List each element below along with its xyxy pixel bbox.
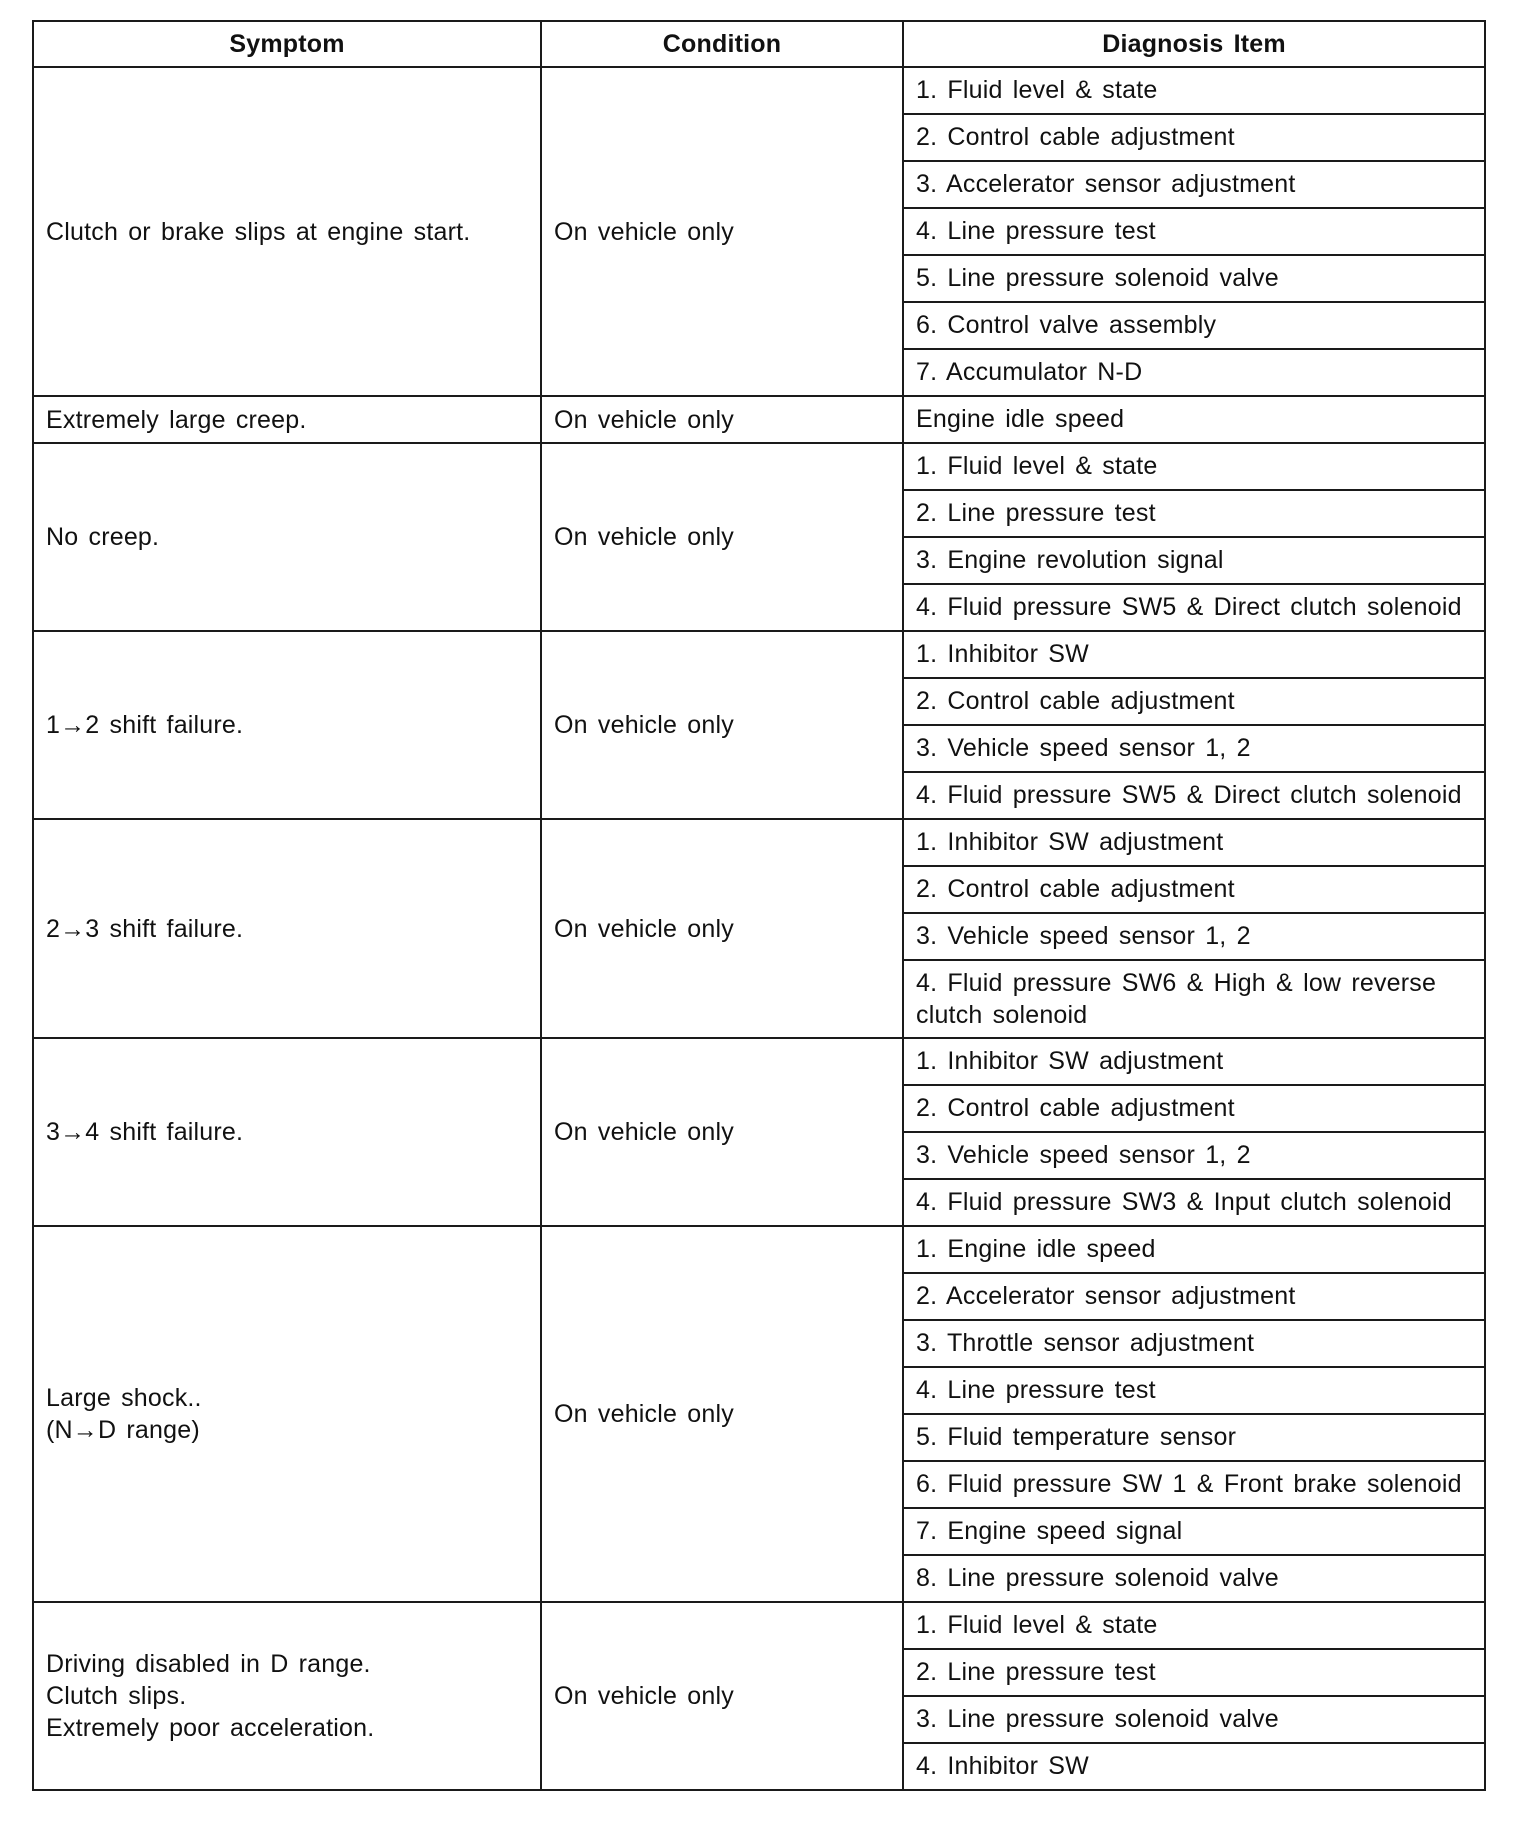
- symptom-cell: Driving disabled in D range. Clutch slips. Extremely poor acceleration.: [33, 1602, 541, 1790]
- diagnosis-item-cell: 2. Control cable adjustment: [903, 678, 1485, 725]
- diagnosis-item-cell: 4. Fluid pressure SW6 & High & low reverse clutch solenoid: [903, 960, 1485, 1038]
- diagnosis-item-cell: 5. Fluid temperature sensor: [903, 1414, 1485, 1461]
- header-diagnosis-item: Diagnosis Item: [903, 21, 1485, 67]
- diagnosis-item-cell: 1. Inhibitor SW: [903, 631, 1485, 678]
- diagnosis-item-cell: 2. Accelerator sensor adjustment: [903, 1273, 1485, 1320]
- diagnosis-item-cell: 6. Control valve assembly: [903, 302, 1485, 349]
- diagnosis-item-cell: 4. Fluid pressure SW5 & Direct clutch solenoid: [903, 584, 1485, 631]
- diagnosis-item-cell: 2. Line pressure test: [903, 1649, 1485, 1696]
- diagnosis-item-cell: 4. Line pressure test: [903, 208, 1485, 255]
- diagnosis-item-cell: 1. Fluid level & state: [903, 443, 1485, 490]
- diagnosis-item-cell: 1. Inhibitor SW adjustment: [903, 819, 1485, 866]
- diagnosis-item-cell: 3. Accelerator sensor adjustment: [903, 161, 1485, 208]
- table-row: [33, 67, 1485, 114]
- diagnosis-item-cell: 1. Inhibitor SW adjustment: [903, 1038, 1485, 1085]
- table-row: [33, 819, 1485, 866]
- table-body: [33, 67, 1485, 1790]
- table-row: [33, 631, 1485, 678]
- diagnosis-table: [32, 20, 1486, 1791]
- table-row: [33, 396, 1485, 443]
- diagnosis-item-cell: 7. Engine speed signal: [903, 1508, 1485, 1555]
- table-row: [33, 1226, 1485, 1273]
- diagnosis-item-cell: 4. Line pressure test: [903, 1367, 1485, 1414]
- table-header: [33, 21, 1485, 67]
- table-row: [33, 1602, 1485, 1649]
- condition-cell: On vehicle only: [541, 819, 903, 1038]
- table-row: [33, 443, 1485, 490]
- condition-cell: On vehicle only: [541, 396, 903, 443]
- diagnosis-item-cell: 2. Control cable adjustment: [903, 866, 1485, 913]
- header-symptom: Symptom: [33, 21, 541, 67]
- condition-cell: On vehicle only: [541, 1602, 903, 1790]
- diagnosis-item-cell: 2. Line pressure test: [903, 490, 1485, 537]
- diagnosis-item-cell: 4. Fluid pressure SW5 & Direct clutch solenoid: [903, 772, 1485, 819]
- diagnosis-item-cell: 3. Line pressure solenoid valve: [903, 1696, 1485, 1743]
- diagnosis-item-cell: 4. Inhibitor SW: [903, 1743, 1485, 1790]
- condition-cell: On vehicle only: [541, 1038, 903, 1226]
- diagnosis-item-cell: 6. Fluid pressure SW 1 & Front brake solenoid: [903, 1461, 1485, 1508]
- symptom-cell: No creep.: [33, 443, 541, 631]
- condition-cell: On vehicle only: [541, 1226, 903, 1602]
- diagnosis-item-cell: 1. Engine idle speed: [903, 1226, 1485, 1273]
- diagnosis-item-cell: 1. Fluid level & state: [903, 67, 1485, 114]
- diagnosis-item-cell: 2. Control cable adjustment: [903, 114, 1485, 161]
- diagnosis-item-cell: 2. Control cable adjustment: [903, 1085, 1485, 1132]
- condition-cell: On vehicle only: [541, 67, 903, 396]
- condition-cell: On vehicle only: [541, 631, 903, 819]
- symptom-cell: Large shock.. (N→D range): [33, 1226, 541, 1602]
- diagnosis-item-cell: 8. Line pressure solenoid valve: [903, 1555, 1485, 1602]
- diagnosis-item-cell: 1. Fluid level & state: [903, 1602, 1485, 1649]
- symptom-cell: 2→3 shift failure.: [33, 819, 541, 1038]
- diagnosis-item-cell: 7. Accumulator N-D: [903, 349, 1485, 396]
- diagnosis-item-cell: 3. Vehicle speed sensor 1, 2: [903, 725, 1485, 772]
- symptom-cell: 3→4 shift failure.: [33, 1038, 541, 1226]
- condition-cell: On vehicle only: [541, 443, 903, 631]
- diagnosis-item-cell: 3. Vehicle speed sensor 1, 2: [903, 913, 1485, 960]
- diagnosis-item-cell: 3. Engine revolution signal: [903, 537, 1485, 584]
- diagnosis-item-cell: 3. Throttle sensor adjustment: [903, 1320, 1485, 1367]
- symptom-cell: Extremely large creep.: [33, 396, 541, 443]
- diagnosis-item-cell: 5. Line pressure solenoid valve: [903, 255, 1485, 302]
- diagnosis-item-cell: Engine idle speed: [903, 396, 1485, 443]
- header-row: [33, 21, 1485, 67]
- diagnosis-item-cell: 3. Vehicle speed sensor 1, 2: [903, 1132, 1485, 1179]
- table-row: [33, 1038, 1485, 1085]
- symptom-cell: Clutch or brake slips at engine start.: [33, 67, 541, 396]
- header-condition: Condition: [541, 21, 903, 67]
- diagnosis-item-cell: 4. Fluid pressure SW3 & Input clutch solenoid: [903, 1179, 1485, 1226]
- symptom-cell: 1→2 shift failure.: [33, 631, 541, 819]
